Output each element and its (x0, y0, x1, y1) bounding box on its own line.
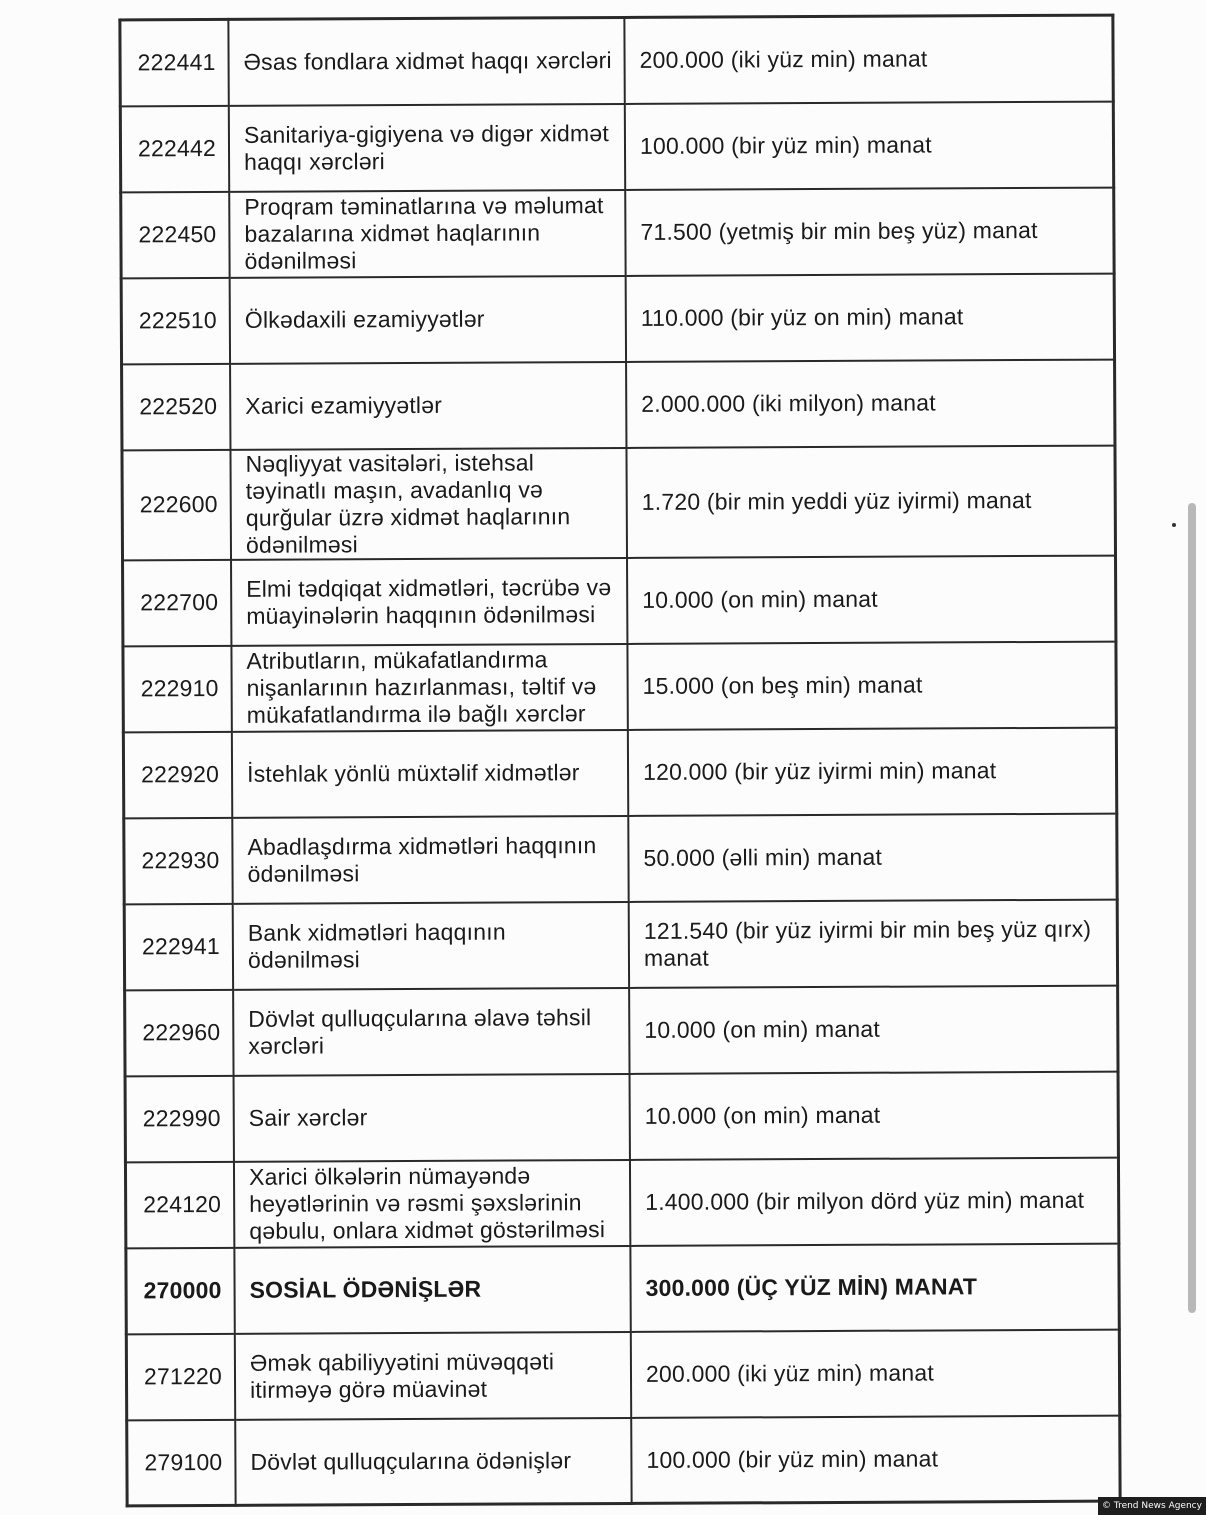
row-description: İstehlak yönlü müxtəlif xidmətlər (232, 729, 628, 817)
row-amount: 1.400.000 (bir milyon dörd yüz min) manat (630, 1157, 1119, 1245)
table-row (123, 555, 1116, 646)
row-amount: 120.000 (bir yüz iyirmi min) manat (628, 727, 1117, 815)
row-description: Sanitariya-gigiyena və digər xidmət haqqı xərcləri (229, 103, 625, 191)
row-description: Atributların, mükafatlandırma nişanlarının hazırlanması, təltif və mükafatlandırma ilə bağlı xərclər (231, 643, 627, 731)
row-description: Bank xidmətləri haqqının ödənilməsi (233, 901, 629, 989)
row-description: Abadlaşdırma xidmətləri haqqının ödənilməsi (232, 815, 628, 903)
row-amount: 100.000 (bir yüz min) manat (625, 101, 1114, 189)
row-description: Əsas fondlara xidmət haqqı xərcləri (228, 17, 624, 105)
row-code: 222600 (122, 449, 231, 560)
row-code: 222960 (125, 989, 234, 1076)
row-amount: 71.500 (yetmiş bir min beş yüz) manat (625, 187, 1114, 275)
budget-table (118, 14, 1121, 1508)
row-amount: 110.000 (bir yüz on min) manat (626, 273, 1115, 361)
table-row (125, 985, 1118, 1076)
table-row (120, 15, 1113, 106)
row-code: 222990 (125, 1075, 234, 1162)
row-amount: 15.000 (on beş min) manat (627, 641, 1116, 729)
row-amount: 200.000 (iki yüz min) manat (624, 15, 1113, 103)
row-description: Ölkədaxili ezamiyyətlər (230, 275, 626, 363)
row-code: 224120 (125, 1161, 234, 1248)
row-code: 222441 (120, 19, 229, 106)
row-description: Proqram təminatlarına və məlumat bazalarına xidmət haqlarının ödənilməsi (229, 189, 625, 277)
row-code: 222920 (123, 731, 232, 818)
table-row (121, 187, 1114, 278)
table-section-row (126, 1243, 1119, 1334)
row-amount: 200.000 (iki yüz min) manat (631, 1329, 1120, 1417)
table-row (122, 359, 1115, 450)
table-row (125, 1071, 1118, 1162)
row-amount: 10.000 (on min) manat (629, 985, 1118, 1073)
row-code: 222442 (120, 105, 229, 192)
row-amount: 1.720 (bir min yeddi yüz iyirmi) manat (626, 445, 1115, 557)
table-row (121, 273, 1114, 364)
row-description: Dövlət qulluqçularına ödənişlər (235, 1417, 631, 1505)
table-row (123, 727, 1116, 818)
watermark-label: © Trend News Agency (1098, 1497, 1206, 1515)
table-row (127, 1415, 1120, 1506)
row-description: Dövlət qulluqçularına əlavə təhsil xərcləri (233, 987, 629, 1075)
row-code: 222910 (123, 645, 232, 732)
row-amount: 300.000 (ÜÇ YÜZ MİN) MANAT (630, 1243, 1119, 1331)
row-code: 222510 (121, 277, 230, 364)
table-row (125, 1157, 1118, 1248)
row-amount: 10.000 (on min) manat (630, 1071, 1119, 1159)
row-amount: 50.000 (əlli min) manat (628, 813, 1117, 901)
row-description: Sair xərclər (234, 1073, 630, 1161)
row-code: 222520 (122, 363, 231, 450)
table-row (123, 641, 1116, 732)
row-code: 222930 (124, 817, 233, 904)
row-amount: 100.000 (bir yüz min) manat (631, 1415, 1120, 1503)
table-row (124, 899, 1117, 990)
row-description: Nəqliyyat vasitələri, istehsal təyinatlı maşın, avadanlıq və qurğular üzrə xidmət haqlarının ödənilməsi (230, 447, 627, 559)
row-description: SOSİAL ÖDƏNİŞLƏR (234, 1245, 630, 1333)
table-row (124, 813, 1117, 904)
row-amount: 2.000.000 (iki milyon) manat (626, 359, 1115, 447)
row-code: 222700 (123, 559, 232, 646)
table-row (120, 101, 1113, 192)
row-code: 222941 (124, 903, 233, 990)
table-row (126, 1329, 1119, 1420)
row-description: Əmək qabiliyyətini müvəqqəti itirməyə görə müavinət (235, 1331, 631, 1419)
row-code: 279100 (127, 1419, 236, 1506)
row-description: Elmi tədqiqat xidmətləri, təcrübə və müayinələrin haqqının ödənilməsi (231, 557, 627, 645)
vertical-scrollbar[interactable] (1188, 503, 1196, 1313)
row-code: 222450 (121, 191, 230, 278)
row-code: 271220 (126, 1333, 235, 1420)
table-row (122, 445, 1116, 560)
row-description: Xarici ezamiyyətlər (230, 361, 626, 449)
row-code: 270000 (126, 1247, 235, 1334)
row-amount: 10.000 (on min) manat (627, 555, 1116, 643)
row-description: Xarici ölkələrin nümayəndə heyətlərinin və rəsmi şəxslərinin qəbulu, onlara xidmət göstərilməsi (234, 1159, 630, 1247)
speck-mark (1172, 523, 1176, 527)
row-amount: 121.540 (bir yüz iyirmi bir min beş yüz qırx) manat (629, 899, 1118, 987)
